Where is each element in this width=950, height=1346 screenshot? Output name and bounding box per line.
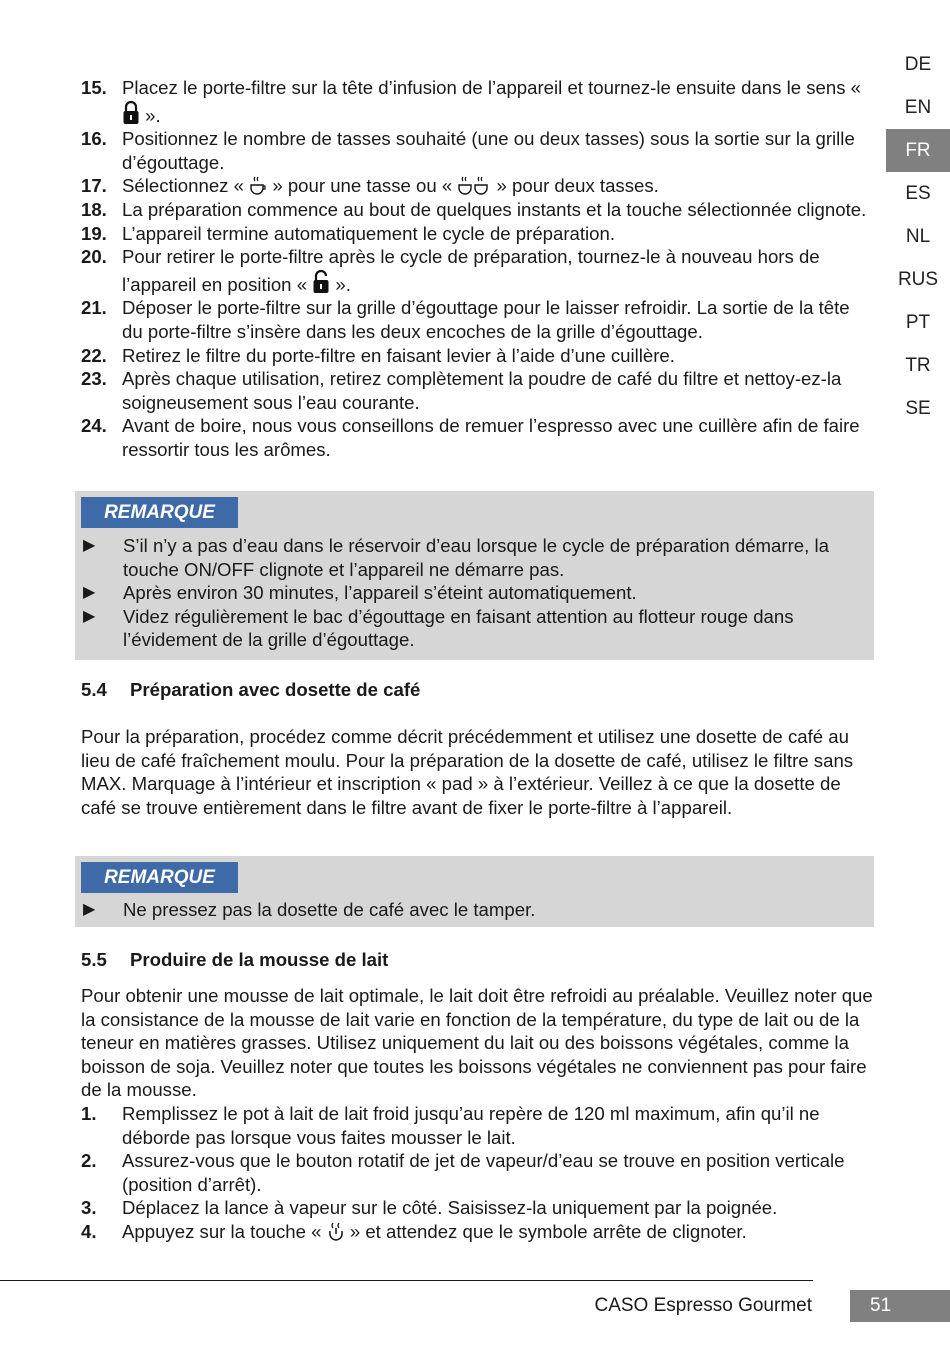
- step-text: Déplacez la lance à vapeur sur le côté. Saisissez-la uniquement par la poignée.: [122, 1197, 778, 1219]
- steps-list-top: [81, 76, 873, 462]
- list-item: [81, 245, 873, 296]
- steam-icon: [327, 1222, 345, 1242]
- page-number: 51: [850, 1290, 950, 1322]
- note-text: Ne pressez pas la dosette de café avec le tamper.: [123, 899, 536, 920]
- step-text: Retirez le filtre du porte-filtre en faisant levier à l’aide d’une cuillère.: [122, 344, 675, 366]
- step-number: 24.: [81, 415, 107, 437]
- lang-tab-en[interactable]: EN: [904, 97, 932, 118]
- list-item: [81, 296, 873, 343]
- list-item: [81, 1196, 873, 1220]
- section-paragraph: Pour la préparation, procédez comme décrit précédemment et utilisez une dosette de café au lieu de café fraîchement moulu. Pour la préparation de la dosette de café, utilisez le filtre sans MAX. Marquage à l’intérieur et inscription « pad » à l’extérieur. Veillez à ce que la dosette de café se trouve entièrement dans le filtre avant de fixer le porte-filtre à l’appareil.: [81, 726, 854, 818]
- list-item: [81, 222, 873, 246]
- list-item: [81, 1149, 873, 1196]
- section-heading: 5.5 Produire de la mousse de lait: [81, 949, 389, 970]
- list-item: [81, 534, 870, 581]
- step-number: 16.: [81, 128, 107, 150]
- list-item: [81, 898, 870, 922]
- double-cup-icon: [457, 176, 491, 196]
- lang-tab-es[interactable]: ES: [905, 183, 931, 204]
- list-item: [81, 76, 873, 127]
- list-item: [81, 581, 870, 605]
- step-number: 19.: [81, 222, 107, 244]
- lang-tab-pt[interactable]: PT: [905, 312, 931, 333]
- step-text: Pour retirer le porte-filtre après le cycle de préparation, tournez-le à nouveau hors de l’appareil en position « ».: [122, 246, 820, 295]
- note-box: [75, 856, 874, 927]
- bullet-arrow-icon: ▶: [83, 901, 96, 918]
- note-label: REMARQUE: [81, 497, 238, 528]
- step-number: 3.: [81, 1197, 97, 1219]
- note-text: S’il n’y a pas d’eau dans le réservoir d’eau lorsque le cycle de préparation démarre, la touche ON/OFF clignote et l’appareil ne démarre pas.: [123, 535, 829, 580]
- step-text: L’appareil termine automatiquement le cycle de préparation.: [122, 222, 616, 244]
- list-item: [81, 414, 873, 461]
- step-number: 18.: [81, 198, 107, 220]
- lang-tab-nl[interactable]: NL: [905, 226, 931, 247]
- step-text: La préparation commence au bout de quelques instants et la touche sélectionnée clignote.: [122, 198, 867, 220]
- step-number: 21.: [81, 297, 107, 319]
- section-paragraph: [81, 984, 873, 1244]
- step-number: 4.: [81, 1220, 97, 1242]
- list-item: [81, 1102, 873, 1149]
- step-number: 1.: [81, 1102, 97, 1124]
- bullet-arrow-icon: ▶: [83, 537, 96, 554]
- list-item: [81, 174, 873, 198]
- lang-tab-tr[interactable]: TR: [905, 355, 931, 376]
- note-box: [75, 491, 874, 660]
- step-text: Positionnez le nombre de tasses souhaité (une ou deux tasses) sous la sortie sur la grille d’égouttage.: [122, 128, 855, 173]
- lang-tab-de[interactable]: DE: [904, 54, 932, 75]
- list-item: [81, 344, 873, 368]
- note-label: REMARQUE: [81, 862, 238, 893]
- bullet-arrow-icon: ▶: [83, 607, 96, 625]
- footer-title: CASO Espresso Gourmet: [594, 1295, 812, 1316]
- language-tabs: [886, 43, 950, 430]
- step-number: 15.: [81, 77, 107, 98]
- paragraph-text: Pour obtenir une mousse de lait optimale, le lait doit être refroidi au préalable. Veuillez noter que la consistance de la mousse de lait varie en fonction de la température, du type de lait ou de la teneur en matières grasses. Utilisez uniquement du lait ou des boissons végétales, comme la boisson de soja. Veuillez noter que toutes les boissons végétales ne conviennent pas pour faire de la mousse.: [81, 985, 873, 1101]
- note-items: [81, 898, 870, 922]
- step-text: Sélectionnez « » pour une tasse ou « » pour deux tasses.: [122, 175, 659, 197]
- list-item: [81, 127, 873, 174]
- single-cup-icon: [249, 176, 267, 196]
- step-number: 20.: [81, 246, 107, 268]
- note-text: Videz régulièrement le bac d’égouttage en faisant attention au flotteur rouge dans l’évidement de la grille d’égouttage.: [123, 605, 794, 651]
- note-items: [81, 534, 870, 652]
- list-item: [81, 1220, 873, 1244]
- step-number: 23.: [81, 368, 107, 390]
- list-item: [81, 367, 873, 414]
- bullet-arrow-icon: ▶: [83, 584, 96, 602]
- list-item: [81, 198, 873, 222]
- footer-divider: [0, 1280, 813, 1281]
- step-text: Appuyez sur la touche « » et attendez que le symbole arrête de clignoter.: [122, 1220, 747, 1242]
- lock-closed-icon: [122, 100, 140, 126]
- lang-tab-rus[interactable]: RUS: [897, 269, 939, 290]
- section-heading: 5.4 Préparation avec dosette de café: [81, 679, 421, 700]
- lock-open-icon: [312, 269, 330, 295]
- step-text: Remplissez le pot à lait de lait froid jusqu’au repère de 120 ml maximum, afin qu’il ne déborde pas lorsque vous faites mousser le lait.: [122, 1102, 820, 1148]
- note-text: Après environ 30 minutes, l’appareil s’éteint automatiquement.: [123, 582, 637, 604]
- lang-tab-fr[interactable]: FR: [886, 129, 950, 172]
- list-item: [81, 605, 870, 652]
- step-text: Assurez-vous que le bouton rotatif de jet de vapeur/d’eau se trouve en position verticale (position d’arrêt).: [122, 1150, 845, 1195]
- step-number: 22.: [81, 344, 107, 366]
- step-text: Déposer le porte-filtre sur la grille d’égouttage pour le laisser refroidir. La sortie de la tête du porte-filtre s’insère dans les deux encoches de la grille d’égouttage.: [122, 297, 850, 342]
- step-text: Placez le porte-filtre sur la tête d’infusion de l’appareil et tournez-le ensuite dans le sens « ».: [122, 77, 867, 126]
- step-text: Avant de boire, nous vous conseillons de remuer l’espresso avec une cuillère afin de faire ressortir tous les arômes.: [122, 415, 860, 460]
- step-number: 17.: [81, 175, 107, 197]
- step-text: Après chaque utilisation, retirez complètement la poudre de café du filtre et nettoy-ez-la soigneusement sous l’eau courante.: [122, 368, 842, 413]
- step-number: 2.: [81, 1150, 97, 1172]
- lang-tab-se[interactable]: SE: [905, 398, 931, 419]
